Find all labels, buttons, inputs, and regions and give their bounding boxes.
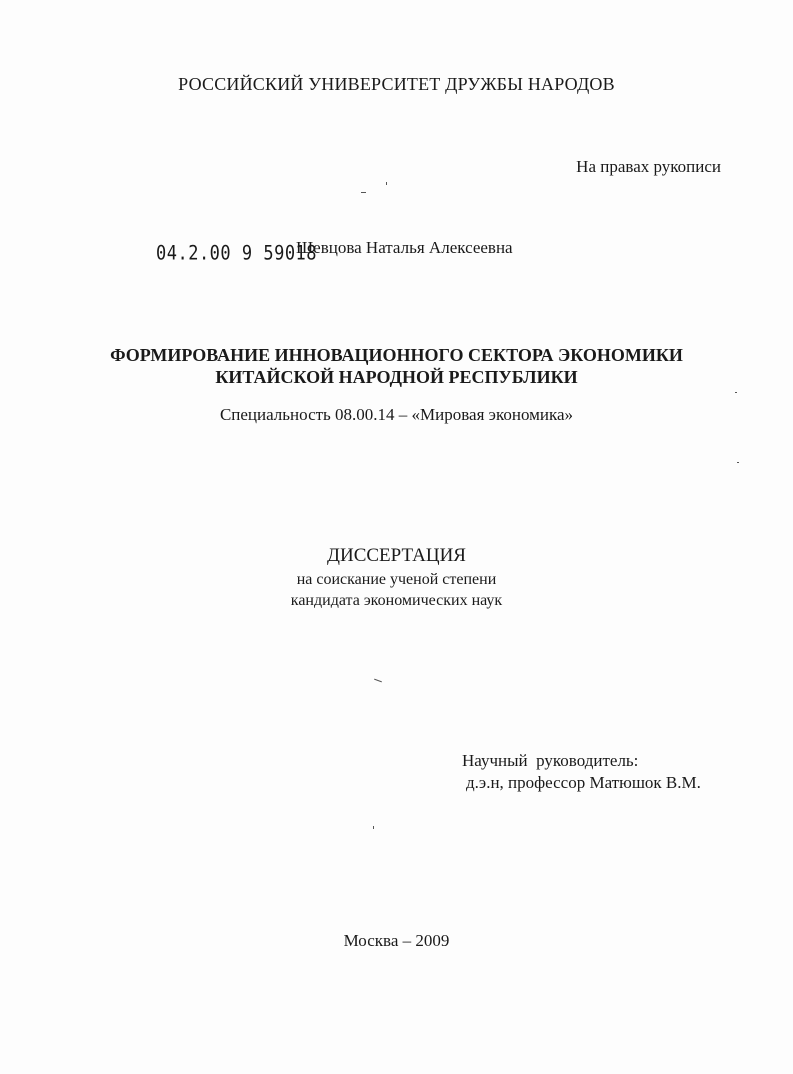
scan-speck [737,462,739,463]
university-name: РОССИЙСКИЙ УНИВЕРСИТЕТ ДРУЖБЫ НАРОДОВ [178,74,615,94]
title-line-2: КИТАЙСКОЙ НАРОДНОЙ РЕСПУБЛИКИ [215,367,578,387]
specialty: Специальность 08.00.14 – «Мировая экономика» [219,405,574,424]
degree-line-2: кандидата экономических наук [290,592,503,609]
supervisor-name: д.э.н, профессор Матюшок В.М. [466,773,701,792]
supervisor-label: Научный руководитель: [462,751,639,770]
rights-note: На правах рукописи [576,157,721,176]
document-type: ДИССЕРТАЦИЯ [327,545,466,566]
city-year: Москва – 2009 [343,931,450,950]
supervisor-block [462,750,701,794]
degree-line-1: на соискание ученой степени [296,571,497,588]
scan-speck [361,192,366,193]
dissertation-title [0,344,793,388]
scan-speck [386,182,387,185]
registry-number: 04.2.00 9 59018 [156,242,318,265]
degree-purpose [0,569,793,611]
title-line-1: ФОРМИРОВАНИЕ ИННОВАЦИОННОГО СЕКТОРА ЭКОНОМИКИ [110,345,683,365]
scan-speck [374,679,382,683]
author-name: Шевцова Наталья Алексеевна [296,238,513,257]
scan-speck [735,392,737,393]
scan-speck [373,826,374,829]
